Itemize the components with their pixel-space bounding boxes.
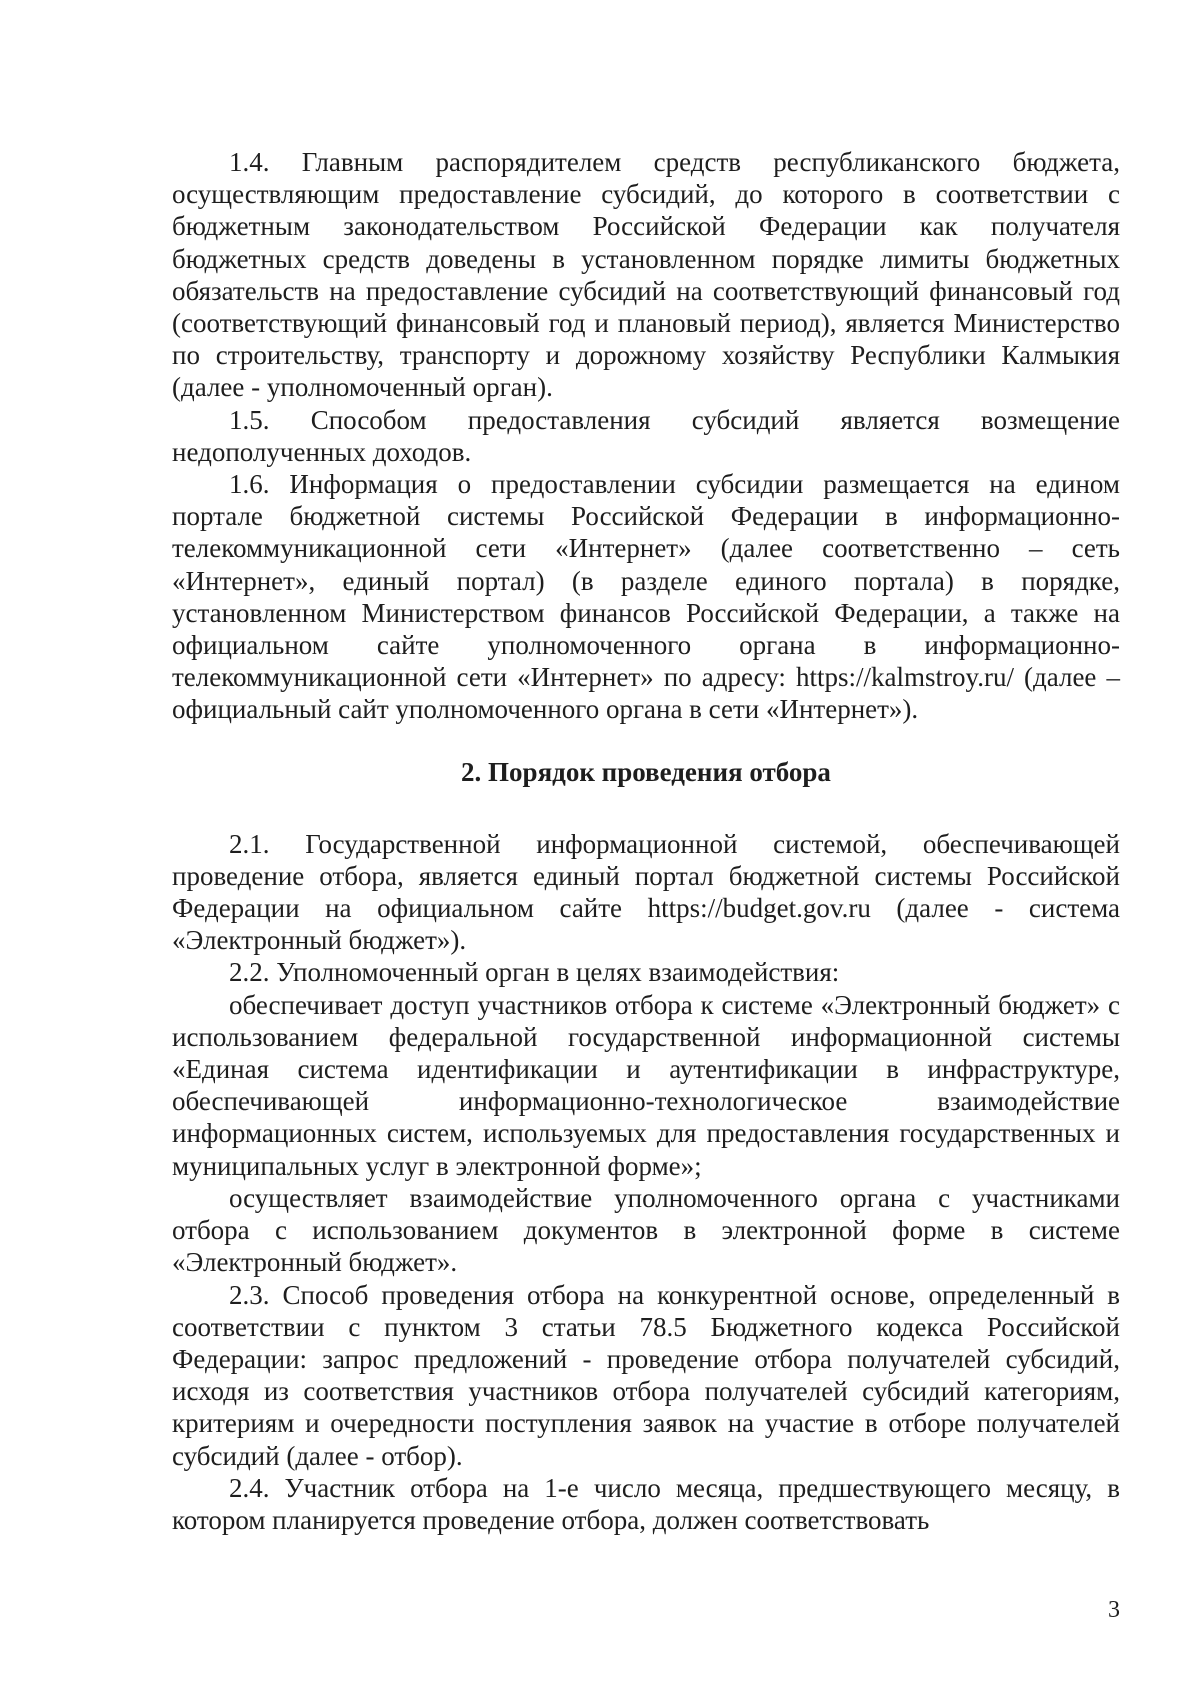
- paragraph-2-2-item-2: осуществляет взаимодействие уполномоченного органа с участниками отбора с использованием документов в электронной форме в системе «Электронный бюджет».: [172, 1182, 1120, 1278]
- page-number: 3: [1108, 1597, 1120, 1623]
- paragraph-2-2: 2.2. Уполномоченный орган в целях взаимодействия:: [229, 957, 840, 988]
- paragraph-1-6: 1.6. Информация о предоставлении субсидии размещается на едином портале бюджетной системы Российской Федерации в информационно-телекоммуникационной сети «Интернет» (далее соответственно – сеть «Интернет», единый портал) (в разделе единого портала) в порядке, установленном Министерством финансов Российской Федерации, а также на официальном сайте уполномоченного органа в информационно-телекоммуникационной сети «Интернет» по адресу: https://kalmstroy.ru/ (далее – официальный сайт уполномоченного органа в сети «Интернет»).: [172, 469, 1120, 725]
- paragraph-2-1: 2.1. Государственной информационной системой, обеспечивающей проведение отбора, является единый портал бюджетной системы Российской Федерации на официальном сайте https://budget.gov.ru (далее - система «Электронный бюджет»).: [172, 828, 1120, 956]
- paragraph-2-4: 2.4. Участник отбора на 1-е число месяца, предшествующего месяцу, в котором планируется проведение отбора, должен соответствовать: [172, 1472, 1120, 1535]
- paragraph-2-3: 2.3. Способ проведения отбора на конкурентной основе, определенный в соответствии с пунктом 3 статьи 78.5 Бюджетного кодекса Российской Федерации: запрос предложений - проведение отбора получателей субсидий, исходя из соответствия участников отбора получателей субсидий категориям, критериям и очередности поступления заявок на участие в отборе получателей субсидий (далее - отбор).: [172, 1279, 1120, 1471]
- paragraph-1-4: 1.4. Главным распорядителем средств республиканского бюджета, осуществляющим предоставление субсидий, до которого в соответствии с бюджетным законодательством Российской Федерации как получателя бюджетных средств доведены в установленном порядке лимиты бюджетных обязательств на предоставление субсидий на соответствующий финансовый год (соответствующий финансовый год и плановый период), является Министерство по строительству, транспорту и дорожному хозяйству Республики Калмыкия (далее - уполномоченный орган).: [172, 147, 1120, 403]
- paragraph-1-5: 1.5. Способом предоставления субсидий является возмещение недополученных доходов.: [172, 404, 1120, 467]
- section-heading: 2. Порядок проведения отбора: [461, 756, 831, 787]
- document-body: [172, 146, 1120, 1536]
- paragraph-2-2-item-1: обеспечивает доступ участников отбора к системе «Электронный бюджет» с использованием федеральной государственной информационной системы «Единая система идентификации и аутентификации в инфраструктуре, обеспечивающей информационно-технологическое взаимодействие информационных систем, используемых для предоставления государственных и муниципальных услуг в электронной форме»;: [172, 989, 1120, 1181]
